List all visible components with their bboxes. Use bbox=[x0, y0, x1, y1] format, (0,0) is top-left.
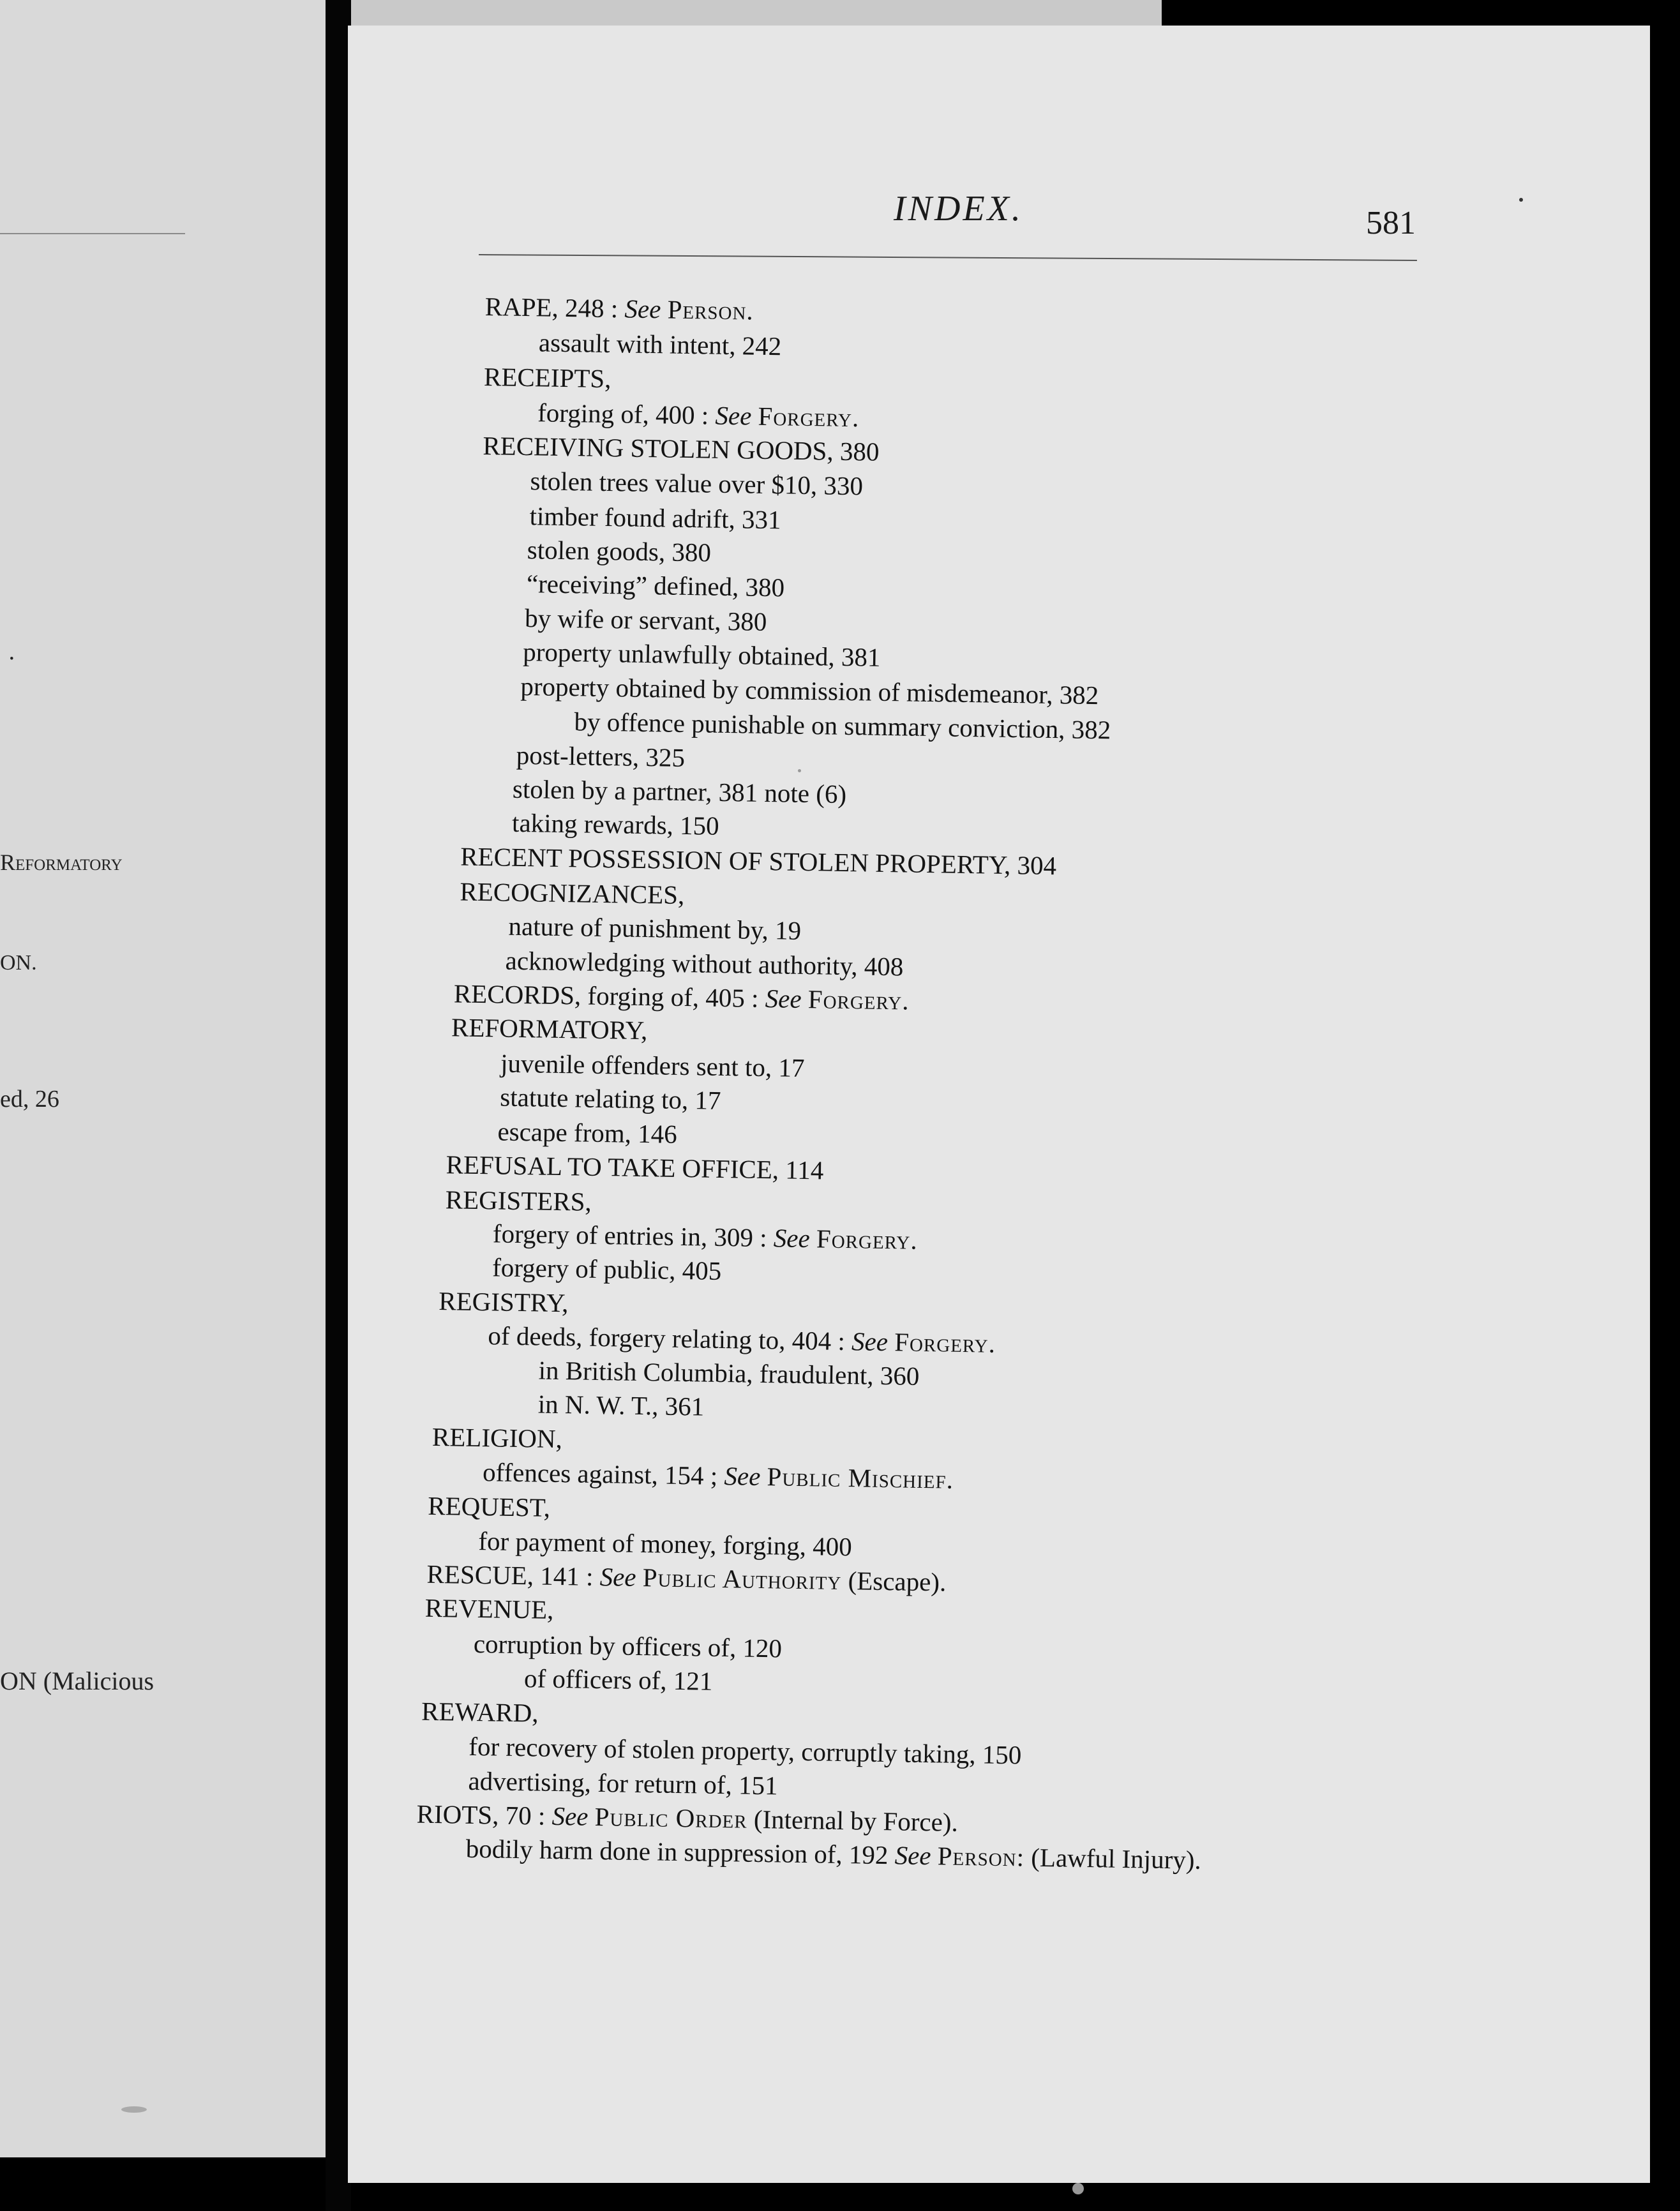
entry-suffix: (Internal by Force). bbox=[747, 1804, 959, 1837]
entry-text: by offence punishable on summary conviction, 382 bbox=[574, 707, 1111, 745]
entry-text: taking rewards, 150 bbox=[511, 807, 719, 841]
index-entry bbox=[469, 1731, 1022, 1770]
index-entry bbox=[483, 1459, 954, 1493]
index-entry bbox=[497, 1118, 677, 1147]
index-entry bbox=[439, 1288, 569, 1316]
entry-text: RIOTS, 70 : bbox=[416, 1799, 552, 1831]
index-entry bbox=[493, 1220, 918, 1253]
entry-text: REFUSAL TO TAKE OFFICE, 114 bbox=[446, 1150, 824, 1185]
entry-text: “receiving” defined, 380 bbox=[526, 569, 785, 603]
entry-text: of deeds, forgery relating to, 404 : bbox=[488, 1321, 852, 1356]
index-entry bbox=[468, 1765, 778, 1801]
entry-text: bodily harm done in suppression of, 192 bbox=[465, 1833, 896, 1870]
see-reference: See bbox=[724, 1461, 768, 1492]
cross-reference: Forgery. bbox=[758, 401, 860, 433]
entry-text: RECEIPTS, bbox=[483, 361, 611, 394]
index-entry bbox=[520, 673, 1099, 708]
left-fragment: Reformatory bbox=[0, 850, 123, 875]
entry-text: by wife or servant, 380 bbox=[524, 603, 767, 636]
see-reference: See bbox=[715, 400, 758, 431]
entry-text: REFORMATORY, bbox=[451, 1012, 648, 1046]
entry-text: REGISTRY, bbox=[438, 1286, 569, 1318]
cross-reference: Public Order bbox=[594, 1801, 748, 1834]
entry-text: advertising, for return of, 151 bbox=[468, 1765, 778, 1801]
index-entry bbox=[488, 1323, 996, 1356]
index-entry bbox=[416, 1801, 958, 1836]
index-entry bbox=[529, 503, 781, 533]
entry-text: forgery of public, 405 bbox=[491, 1252, 722, 1285]
left-fragment: ON (Malicious bbox=[0, 1667, 154, 1695]
index-entry bbox=[527, 537, 712, 566]
left-fragment: ON. bbox=[0, 951, 37, 975]
scan-speck bbox=[121, 2106, 147, 2113]
index-entry bbox=[530, 468, 863, 499]
entry-suffix: (Escape). bbox=[841, 1566, 947, 1597]
see-reference: See bbox=[773, 1223, 817, 1254]
entry-text: forgery of entries in, 309 : bbox=[492, 1218, 774, 1253]
entry-text: RELIGION, bbox=[431, 1421, 563, 1454]
entry-text: REVENUE, bbox=[424, 1593, 554, 1624]
index-entry bbox=[460, 878, 685, 908]
entry-text: REWARD, bbox=[421, 1696, 539, 1728]
scan-speck bbox=[1072, 2183, 1084, 2194]
index-entry bbox=[505, 945, 904, 982]
cross-reference: Forgery. bbox=[807, 984, 910, 1016]
entry-text: stolen by a partner, 381 note (6) bbox=[512, 774, 847, 809]
index-entry bbox=[574, 708, 1111, 743]
index-entry bbox=[485, 294, 754, 324]
see-reference: See bbox=[599, 1562, 643, 1593]
entry-text: of officers of, 121 bbox=[523, 1663, 713, 1696]
entry-text: REQUEST, bbox=[427, 1490, 551, 1522]
entry-text: offences against, 154 ; bbox=[482, 1457, 724, 1491]
entry-text: stolen goods, 380 bbox=[527, 535, 712, 567]
entry-text: RECOGNIZANCES, bbox=[460, 876, 685, 910]
entry-text: property unlawfully obtained, 381 bbox=[522, 637, 881, 672]
entry-text: forging of, 400 : bbox=[537, 398, 716, 430]
index-entry bbox=[427, 1490, 551, 1522]
left-fragment: · bbox=[8, 645, 16, 672]
index-entry bbox=[538, 1355, 920, 1391]
index-entry bbox=[524, 1665, 713, 1695]
index-entry bbox=[454, 980, 910, 1014]
cross-reference: Public Authority bbox=[642, 1563, 842, 1596]
left-fragment: ed, 26 bbox=[0, 1086, 59, 1113]
cross-reference: Person. bbox=[667, 294, 754, 326]
entry-text: RESCUE, 141 : bbox=[426, 1559, 601, 1592]
entry-text: RECENT POSSESSION OF STOLEN PROPERTY, 304 bbox=[460, 841, 1057, 881]
index-entry bbox=[451, 1014, 648, 1044]
cross-reference: Forgery. bbox=[816, 1224, 919, 1255]
index-entry bbox=[523, 639, 881, 671]
index-entry bbox=[500, 1084, 721, 1114]
entry-text: RECEIVING STOLEN GOODS, 380 bbox=[483, 430, 880, 467]
index-entry bbox=[483, 430, 880, 467]
running-head: INDEX. bbox=[894, 189, 1023, 229]
see-reference: See bbox=[765, 984, 809, 1014]
entry-text: post-letters, 325 bbox=[516, 740, 686, 773]
entry-text: assault with intent, 242 bbox=[538, 327, 782, 361]
index-entry bbox=[426, 1561, 946, 1596]
entry-text: juvenile offenders sent to, 17 bbox=[500, 1048, 805, 1083]
index-entry bbox=[446, 1151, 823, 1183]
index-entry bbox=[527, 571, 785, 601]
entry-text: in British Columbia, fraudulent, 360 bbox=[538, 1355, 920, 1391]
entry-text: corruption by officers of, 120 bbox=[473, 1628, 783, 1663]
index-entry bbox=[446, 1187, 592, 1215]
index-entry bbox=[539, 329, 782, 359]
index-entry bbox=[483, 361, 611, 394]
entry-text: nature of punishment by, 19 bbox=[508, 911, 802, 945]
index-entry bbox=[500, 1048, 805, 1083]
index-entry bbox=[421, 1698, 539, 1727]
see-reference: See bbox=[551, 1801, 596, 1831]
entry-text: property obtained by commission of misdemeanor, 382 bbox=[520, 671, 1099, 710]
entry-text: RECORDS, forging of, 405 : bbox=[453, 978, 766, 1014]
entry-text: acknowledging without authority, 408 bbox=[505, 945, 904, 982]
cross-reference: Forgery. bbox=[894, 1327, 996, 1358]
cross-reference: Person: bbox=[937, 1841, 1025, 1872]
scan-speck bbox=[798, 769, 801, 772]
entry-text: in N. W. T., 361 bbox=[537, 1389, 705, 1421]
entry-text: escape from, 146 bbox=[497, 1116, 678, 1149]
index-entry bbox=[511, 807, 719, 841]
see-reference: See bbox=[851, 1326, 895, 1357]
index-entry bbox=[460, 841, 1057, 881]
see-reference: See bbox=[894, 1840, 938, 1871]
index-entry bbox=[516, 742, 685, 771]
entry-text: for payment of money, forging, 400 bbox=[478, 1526, 853, 1562]
index-entry bbox=[492, 1254, 722, 1284]
entry-text: stolen trees value over $10, 330 bbox=[530, 466, 864, 501]
index-entry bbox=[513, 776, 847, 807]
index-entry bbox=[473, 1628, 783, 1663]
index-entry bbox=[478, 1528, 852, 1560]
see-reference: See bbox=[624, 294, 668, 324]
index-entry bbox=[424, 1595, 553, 1623]
index-entry bbox=[525, 605, 767, 635]
entry-text: statute relating to, 17 bbox=[500, 1082, 721, 1115]
entry-suffix: (Lawful Injury). bbox=[1024, 1842, 1202, 1875]
index-entry bbox=[537, 400, 860, 431]
index-entry bbox=[431, 1421, 563, 1454]
entry-text: for recovery of stolen property, corruptly taking, 150 bbox=[469, 1731, 1022, 1770]
entry-text: timber found adrift, 331 bbox=[529, 501, 781, 535]
entry-text: REGISTERS, bbox=[445, 1185, 592, 1217]
cross-reference: Public Mischief. bbox=[767, 1462, 954, 1494]
index-entry bbox=[538, 1391, 705, 1420]
scan-speck bbox=[1519, 198, 1523, 202]
index-entry bbox=[508, 913, 801, 944]
page-number: 581 bbox=[1366, 205, 1416, 241]
entry-text: RAPE, 248 : bbox=[484, 292, 625, 324]
index-entry bbox=[465, 1833, 1202, 1875]
